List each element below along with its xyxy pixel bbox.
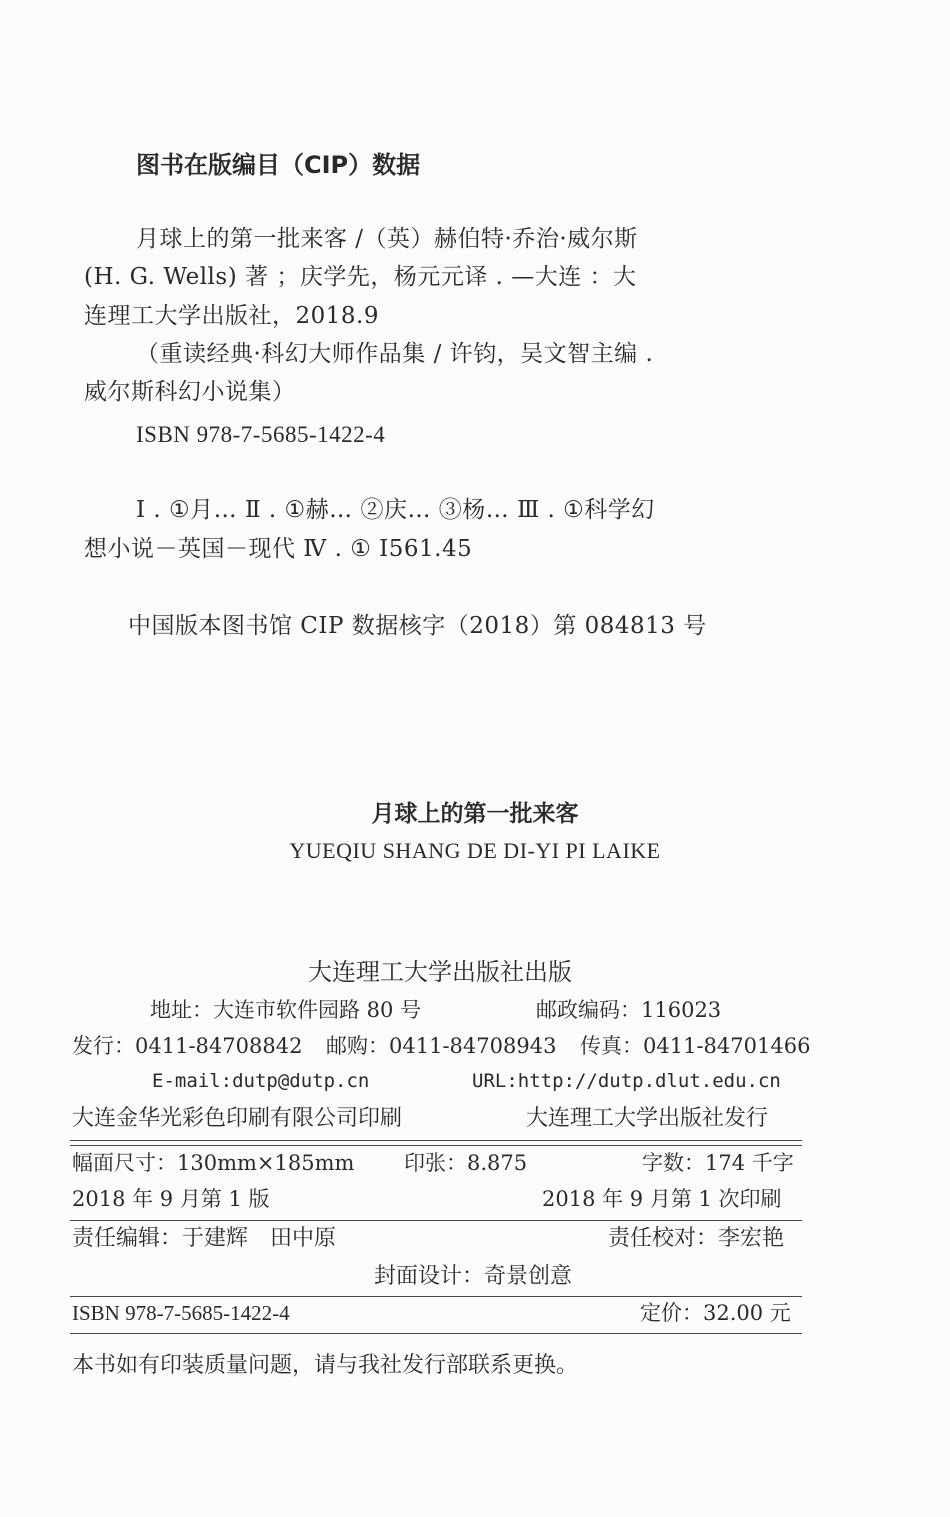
cip-classification-2: 想小说－英国－现代 Ⅳ . ① I561.45 [84, 536, 473, 562]
distributor-line: 大连理工大学出版社发行 [526, 1106, 769, 1131]
printer-line: 大连金华光彩色印刷有限公司印刷 [72, 1106, 403, 1131]
divider-top [70, 1140, 802, 1141]
cip-approval-number: 中国版本图书馆 CIP 数据核字（2018）第 084813 号 [128, 613, 707, 639]
divider-middle [70, 1220, 802, 1221]
printed-sheets: 印张：8.875 [404, 1151, 528, 1175]
publisher-line: 大连理工大学出版社出版 [308, 958, 572, 986]
cip-classification-1: Ⅰ . ①月… Ⅱ . ①赫… ②庆… ③杨… Ⅲ . ①科学幻 [136, 497, 655, 523]
divider-final [70, 1333, 802, 1334]
distribution-phone: 发行：0411-84708842 [72, 1034, 303, 1058]
mail-order-phone: 邮购：0411-84708943 [326, 1034, 557, 1058]
divider-top-inner [70, 1145, 802, 1146]
book-title-pinyin: YUEQIU SHANG DE DI-YI PI LAIKE [289, 838, 661, 863]
responsible-editors: 责任编辑：于建辉 田中原 [72, 1226, 337, 1251]
proofreader: 责任校对：李宏艳 [608, 1226, 785, 1251]
cip-isbn: ISBN 978-7-5685-1422-4 [136, 422, 386, 447]
cip-line-3: 连理工大学出版社，2018.9 [84, 303, 379, 329]
format-size: 幅面尺寸：130mm×185mm [72, 1151, 355, 1175]
edition-date: 2018 年 9 月第 1 版 [72, 1187, 270, 1211]
cover-design: 封面设计：奇景创意 [374, 1264, 573, 1289]
cip-heading: 图书在版编目（CIP）数据 [136, 151, 421, 179]
book-title: 月球上的第一批来客 [371, 801, 579, 827]
price: 定价：32.00 元 [640, 1301, 791, 1325]
cip-line-1: 月球上的第一批来客 /（英）赫伯特·乔治·威尔斯 [136, 226, 638, 252]
divider-bottom [70, 1296, 802, 1297]
publisher-address: 地址：大连市软件园路 80 号 [150, 998, 422, 1022]
postcode: 邮政编码：116023 [536, 998, 722, 1022]
website-url: URL:http://dutp.dlut.edu.cn [472, 1070, 781, 1092]
cip-line-2: (H. G. Wells) 著 ；庆学先，杨元元译 . —大连 ：大 [84, 264, 637, 290]
word-count: 字数：174 千字 [642, 1151, 794, 1175]
cip-line-5: 威尔斯科幻小说集） [84, 379, 296, 405]
fax-number: 传真：0411-84701466 [580, 1034, 811, 1058]
printing-date: 2018 年 9 月第 1 次印刷 [542, 1187, 782, 1211]
cip-line-4: （重读经典·科幻大师作品集 / 许钧，吴文智主编 . [136, 341, 654, 367]
email-address: E-mail:dutp@dutp.cn [152, 1070, 370, 1092]
quality-notice: 本书如有印装质量问题，请与我社发行部联系更换。 [72, 1353, 579, 1378]
colophon-isbn: ISBN 978-7-5685-1422-4 [72, 1301, 290, 1325]
